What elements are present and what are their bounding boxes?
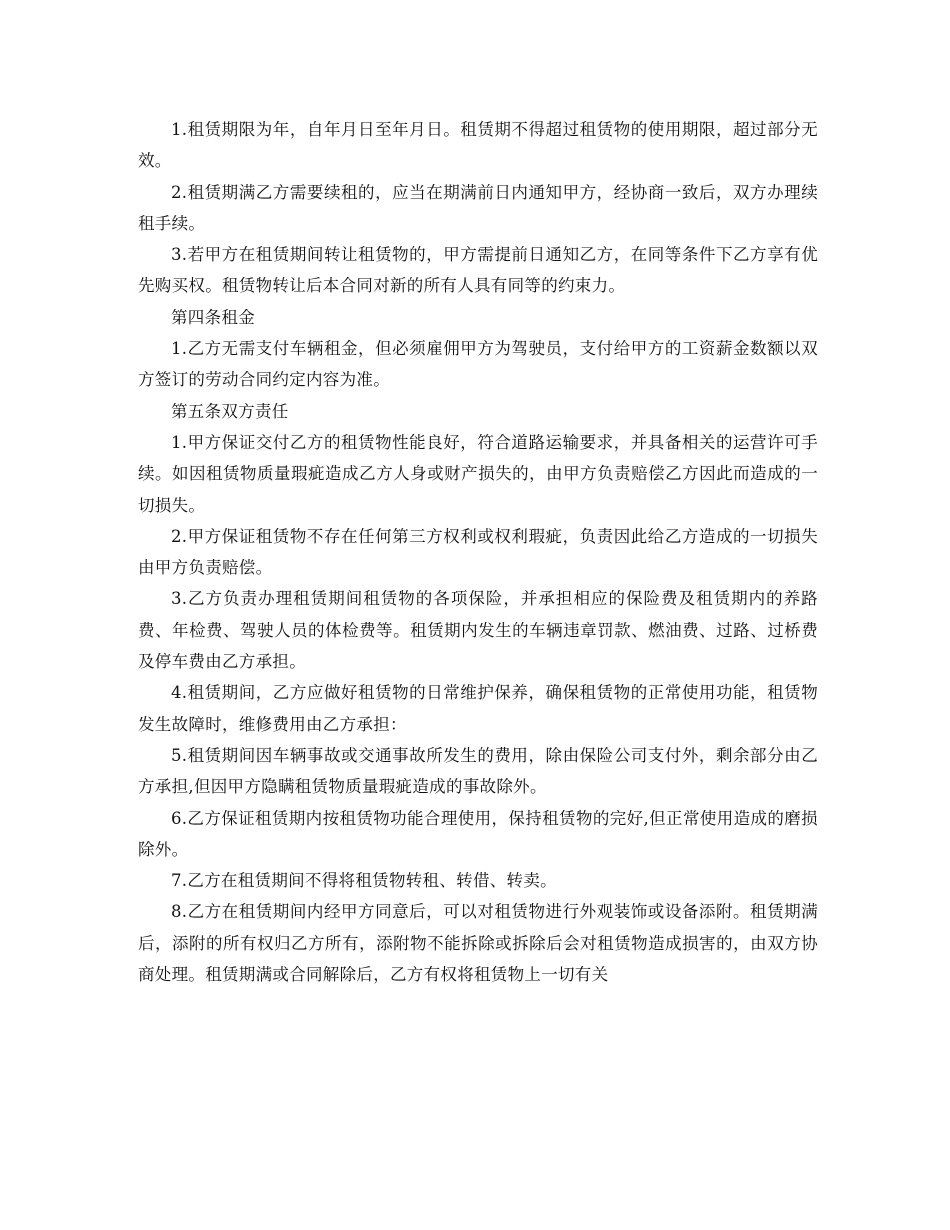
heading-article-4: 第四条租金: [171, 307, 255, 327]
paragraph-duty-8: 8.乙方在租赁期间内经甲方同意后，可以对租赁物进行外观装饰或设备添附。租赁期满后，添附的所有权归乙方所有，添附物不能拆除或拆除后会对租赁物造成损害的，由双方协商处理。租赁期满或合同解除后，乙方有权将租赁物上一切有关: [138, 902, 818, 985]
paragraph-duty-4: 4.租赁期间，乙方应做好租赁物的日常维护保养，确保租赁物的正常使用功能，租赁物发生故障时，维修费用由乙方承担：: [138, 683, 818, 734]
paragraph-duty-1: 1.甲方保证交付乙方的租赁物性能良好，符合道路运输要求，并具备相关的运营许可手续。如因租赁物质量瑕疵造成乙方人身或财产损失的，由甲方负责赔偿乙方因此而造成的一切损失。: [138, 432, 818, 515]
document-body: [138, 114, 818, 990]
paragraph-duty-2: 2.甲方保证租赁物不存在任何第三方权利或权利瑕疵，负责因此给乙方造成的一切损失由甲方负责赔偿。: [138, 526, 818, 578]
heading-article-5: 第五条双方责任: [171, 401, 289, 421]
paragraph-renewal: 2.租赁期满乙方需要续租的，应当在期满前日内通知甲方，经协商一致后，双方办理续租手续。: [138, 182, 818, 233]
paragraph-transfer: 3.若甲方在租赁期间转让租赁物的，甲方需提前日通知乙方，在同等条件下乙方享有优先购买权。租赁物转让后本合同对新的所有人具有同等的约束力。: [138, 245, 818, 296]
paragraph-rent: 1.乙方无需支付车辆租金，但必须雇佣甲方为驾驶员，支付给甲方的工资薪金数额以双方签订的劳动合同约定内容为准。: [138, 339, 818, 390]
paragraph-duty-3: 3.乙方负责办理租赁期间租赁物的各项保险，并承担相应的保险费及租赁期内的养路费、年检费、驾驶人员的体检费等。租赁期内发生的车辆违章罚款、燃油费、过路、过桥费及停车费由乙方承担。: [138, 589, 818, 672]
paragraph-duty-6: 6.乙方保证租赁期内按租赁物功能合理使用，保持租赁物的完好,但正常使用造成的磨损除外。: [138, 808, 818, 859]
paragraph-duty-7: 7.乙方在租赁期间不得将租赁物转租、转借、转卖。: [171, 871, 557, 891]
paragraph-duty-5: 5.租赁期间因车辆事故或交通事故所发生的费用，除由保险公司支付外，剩余部分由乙方承担,但因甲方隐瞒租赁物质量瑕疵造成的事故除外。: [138, 745, 818, 797]
paragraph-term-limit: 1.租赁期限为年，自年月日至年月日。租赁期不得超过租赁物的使用期限，超过部分无效。: [138, 120, 818, 171]
